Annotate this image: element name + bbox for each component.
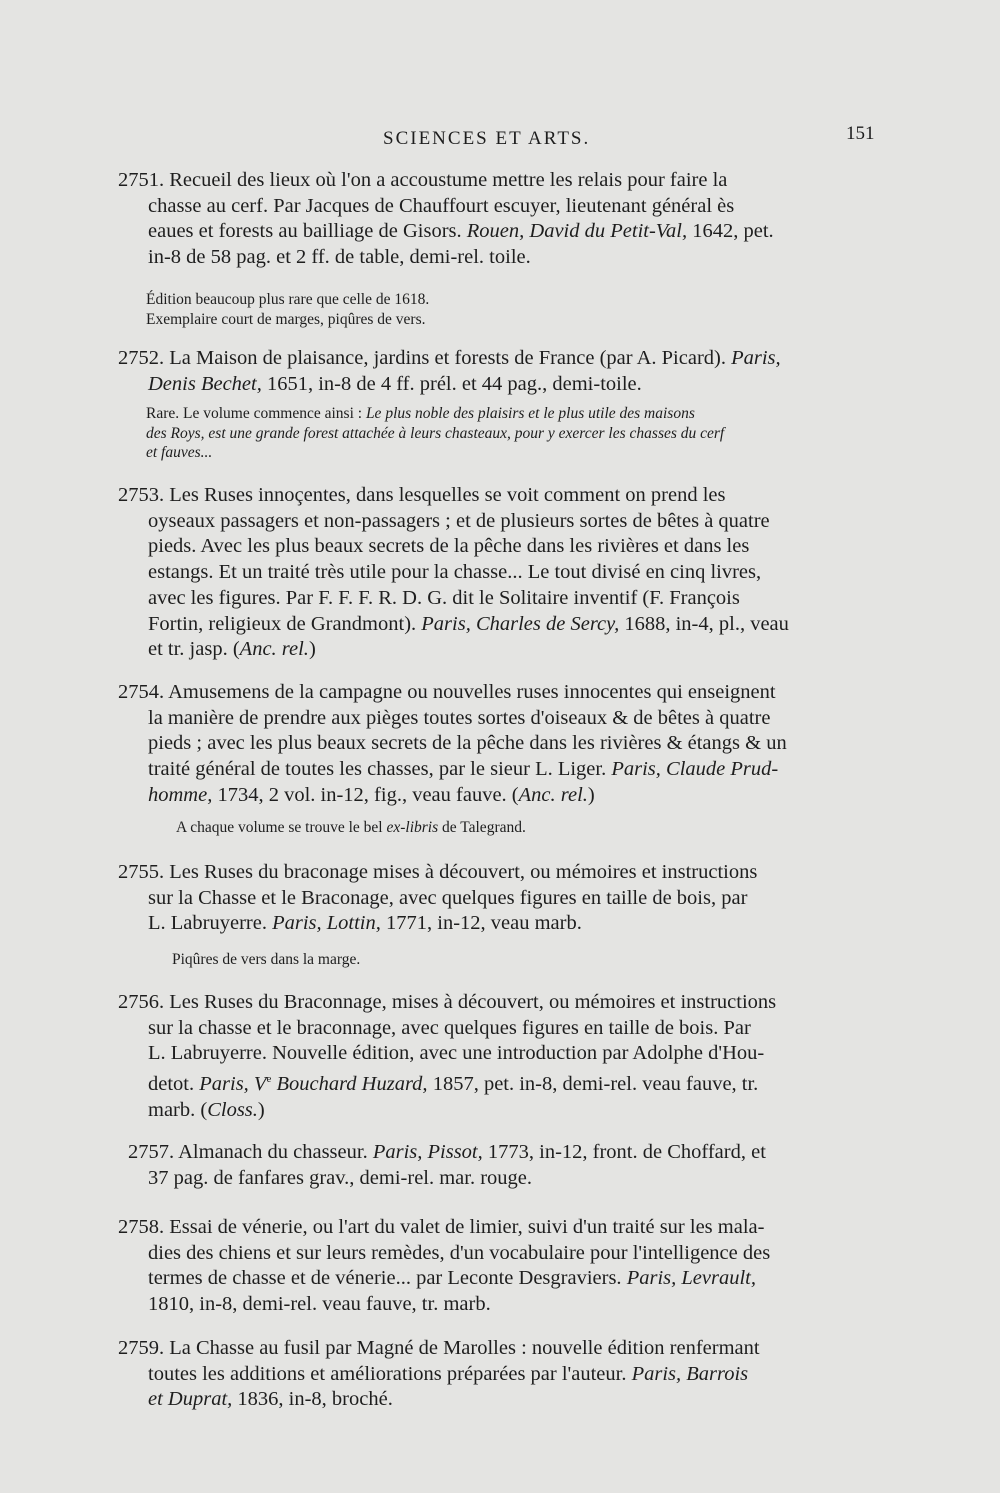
running-header: SCIENCES ET ARTS.: [383, 128, 591, 149]
entry-number: 2755.: [118, 861, 165, 883]
entry-number: 2757.: [128, 1141, 175, 1163]
catalog-entry-2752: 2752. La Maison de plaisance, jardins et forests de France (par A. Picard). Paris, Denis Bechet, 1651, in-8 de 4 ff. prél. et 44 pag., demi-toile.: [118, 347, 781, 395]
entry-number: 2753.: [118, 484, 165, 506]
catalog-entry-2756: 2756. Les Ruses du Braconnage, mises à découvert, ou mémoires et instructions sur la chasse et le braconnage, avec quelques figures en taille de bois. Par L. Labruyerre. Nouvelle édition, avec une introduction par Adolphe d'Hou- detot. Paris, Ve Bouchard Huzard, 1857, pet. in-8, demi-rel. veau fauve, tr. marb. (Closs.): [118, 991, 777, 1121]
entry-number: 2752.: [118, 347, 165, 369]
entry-note: Rare. Le volume commence ainsi : Le plus noble des plaisirs et le plus utile des maisons des Roys, est une grande forest attachée à leurs chasteaux, pour y exercer les chasses du cerf et fauves...: [146, 405, 725, 461]
page-number: 151: [846, 123, 875, 144]
catalog-entry-2755: 2755. Les Ruses du braconage mises à découvert, ou mémoires et instructions sur la Chasse et le Braconage, avec quelques figures en taille de bois, par L. Labruyerre. Paris, Lottin, 1771, in-12, veau marb.: [118, 861, 758, 935]
entry-number: 2759.: [118, 1337, 165, 1359]
entry-number: 2758.: [118, 1216, 165, 1238]
entry-note: Piqûres de vers dans la marge.: [172, 951, 361, 968]
catalog-entry-2757: 2757. Almanach du chasseur. Paris, Pissot, 1773, in-12, front. de Choffard, et 37 pag. de fanfares grav., demi-rel. mar. rouge.: [128, 1141, 766, 1189]
entry-number: 2756.: [118, 991, 165, 1013]
catalog-entry-2754: 2754. Amusemens de la campagne ou nouvelles ruses innocentes qui enseignent la manière de prendre aux pièges toutes sortes d'oiseaux & de bêtes à quatre pieds ; avec les plus beaux secrets de la pêche dans les rivières & étangs & un traité général de toutes les chasses, par le sieur L. Liger. Paris, Claude Prud- homme, 1734, 2 vol. in-12, fig., veau fauve. (Anc. rel.): [118, 681, 787, 806]
catalog-entry-2758: 2758. Essai de vénerie, ou l'art du valet de limier, suivi d'un traité sur les mala- dies des chiens et sur leurs remèdes, d'un vocabulaire pour l'intelligence des termes de chasse et de vénerie... par Leconte Desgraviers. Paris, Levrault, 1810, in-8, demi-rel. veau fauve, tr. marb.: [118, 1216, 771, 1316]
entry-note: A chaque volume se trouve le bel ex-libris de Talegrand.: [176, 819, 526, 836]
entry-number: 2751.: [118, 169, 165, 191]
catalog-entry-2753: 2753. Les Ruses innoçentes, dans lesquelles se voit comment on prend les oyseaux passagers et non-passagers ; et de plusieurs sortes de bêtes à quatre pieds. Avec les plus beaux secrets de la pêche dans les rivières et dans les estangs. Et un traité très utile pour la chasse... Le tout divisé en cinq livres, avec les figures. Par F. F. F. R. D. G. dit le Solitaire inventif (F. François Fortin, religieux de Grandmont). Paris, Charles de Sercy, 1688, in-4, pl., veau et tr. jasp. (Anc. rel.): [118, 484, 789, 661]
entry-note: Édition beaucoup plus rare que celle de 1618. Exemplaire court de marges, piqûres de vers.: [146, 291, 430, 328]
catalog-entry-2751: 2751. Recueil des lieux où l'on a accoustume mettre les relais pour faire la chasse au cerf. Par Jacques de Chauffourt escuyer, lieutenant général ès eaues et forests au bailliage de Gisors. Rouen, David du Petit-Val, 1642, pet. in-8 de 58 pag. et 2 ff. de table, demi-rel. toile.: [118, 169, 774, 269]
catalog-entry-2759: 2759. La Chasse au fusil par Magné de Marolles : nouvelle édition renfermant toutes les additions et améliorations préparées par l'auteur. Paris, Barrois et Duprat, 1836, in-8, broché.: [118, 1337, 760, 1411]
entry-number: 2754.: [118, 681, 165, 703]
